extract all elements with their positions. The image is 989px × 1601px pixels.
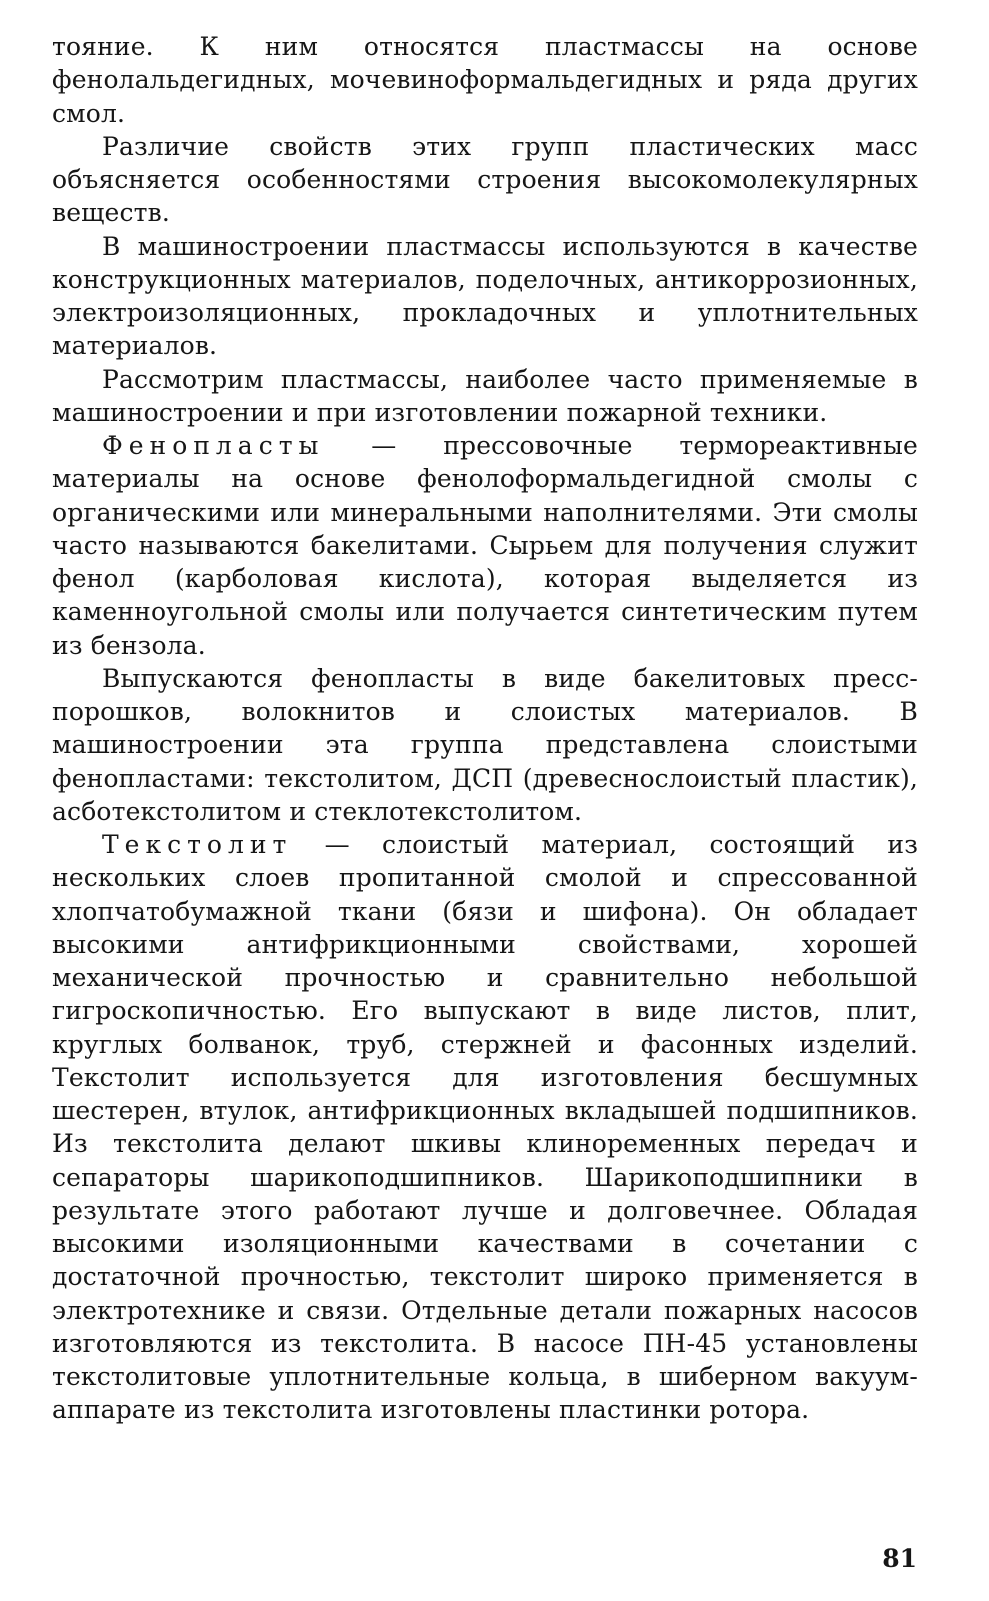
- paragraph-plastics-overview: Рассмотрим пластмассы, наиболее часто применяемые в машиностроении и при изготовлении пожарной техники.: [52, 364, 918, 427]
- phenoplasts-definition: — прессовочные термореактивные материалы на основе фенолоформальдегидной смолы с органическими или минеральными наполнителями. Эти смолы часто называются бакелитами. Сырьем для получения служит фенол (карболовая кислота), которая выделяется из каменноугольной смолы или получается синтетическим путем из бензола.: [52, 431, 918, 660]
- paragraph-phenoplast-forms: Выпускаются фенопласты в виде бакелитовых пресс-порошков, волокнитов и слоистых материалов. В машиностроении эта группа представлена слоистыми фенопластами: текстолитом, ДСП (древеснослоистый пластик), асботекстолитом и стеклотекстолитом.: [52, 663, 918, 826]
- paragraph-textolite: [52, 828, 918, 1427]
- textolite-definition: — слоистый материал, состоящий из нескольких слоев пропитанной смолой и спрессованной хлопчатобумажной ткани (бязи и шифона). Он обладает высокими антифрикционными свойствами, хорошей механической прочностью и сравнительно небольшой гигроскопичностью. Его выпускают в виде листов, плит, круглых болванок, труб, стержней и фасонных изделий. Текстолит используется для изготовления бесшумных шестерен, втулок, антифрикционных вкладышей подшипников. Из текстолита делают шкивы клиноременных передач и сепараторы шарикоподшипников. Шарикоподшипники в результате этого работают лучше и долговечнее. Обладая высокими изоляционными качествами в сочетании с достаточной прочностью, текстолит широко применяется в электротехнике и связи. Отдельные детали пожарных насосов изготовляются из текстолита. В насосе ПН-45 установлены текстолитовые уплотнительные кольца, в шиберном вакуум-аппарате из текстолита изготовлены пластинки ротора.: [52, 830, 918, 1425]
- term-phenoplasts: Фенопласты: [102, 431, 325, 460]
- page-number: 81: [882, 1544, 917, 1573]
- paragraph-machine-building-uses: В машиностроении пластмассы используются в качестве конструкционных материалов, поделочных, антикоррозионных, электроизоляционных, прокладочных и уплотнительных материалов.: [52, 231, 918, 361]
- body-text: [52, 30, 918, 1427]
- term-textolite: Текстолит: [102, 830, 293, 859]
- paragraph-phenoplasts: [52, 429, 918, 662]
- paragraph-polymer-properties: Различие свойств этих групп пластических масс объясняется особенностями строения высокомолекулярных веществ.: [52, 131, 918, 228]
- paragraph-continuation: тояние. К ним относятся пластмассы на основе фенолальдегидных, мочевиноформальдегидных и ряда других смол.: [52, 32, 918, 128]
